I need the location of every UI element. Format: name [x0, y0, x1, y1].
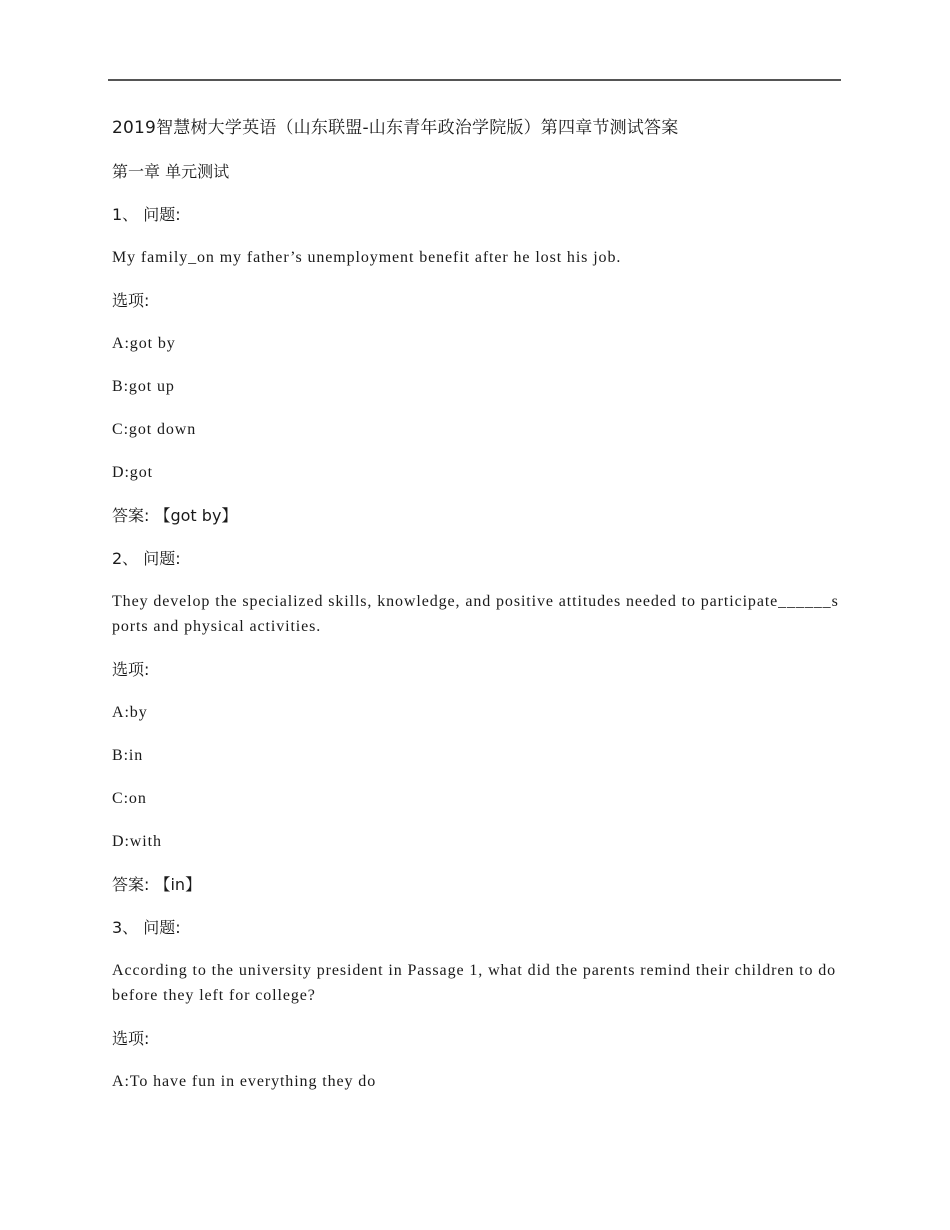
question-1-text: My family_on my father’s unemployment benefit after he lost his job. [112, 249, 622, 266]
question-2-option-a: A:by [112, 704, 148, 721]
question-3-option-a: A:To have fun in everything they do [112, 1073, 377, 1090]
question-1-options-label: 选项: [112, 291, 150, 310]
question-2-option-b: B:in [112, 747, 144, 764]
question-2-number: 2、 问题: [112, 549, 181, 568]
question-2-text: They develop the specialized skills, knowledge, and positive attitudes needed to participate______sports and physical activities. [112, 593, 839, 635]
question-1-option-c: C:got down [112, 421, 197, 438]
question-2-options-label: 选项: [112, 660, 150, 679]
question-3-number: 3、 问题: [112, 918, 181, 937]
question-1-option-a: A:got by [112, 335, 176, 352]
question-2-option-c: C:on [112, 790, 147, 807]
question-1-answer: 答案: 【got by】 [112, 506, 238, 525]
chapter-heading: 第一章 单元测试 [112, 162, 230, 181]
question-1-option-d: D:got [112, 464, 153, 481]
question-2-answer: 答案: 【in】 [112, 875, 202, 894]
header-rule [108, 79, 841, 81]
question-3-options-label: 选项: [112, 1029, 150, 1048]
question-2-option-d: D:with [112, 833, 162, 850]
document-title: 2019智慧树大学英语（山东联盟-山东青年政治学院版）第四章节测试答案 [112, 118, 679, 138]
question-3-text: According to the university president in Passage 1, what did the parents remind their children to do before they left for college? [112, 962, 837, 1004]
document-body [112, 116, 840, 1112]
question-1-option-b: B:got up [112, 378, 175, 395]
question-1-number: 1、 问题: [112, 205, 181, 224]
